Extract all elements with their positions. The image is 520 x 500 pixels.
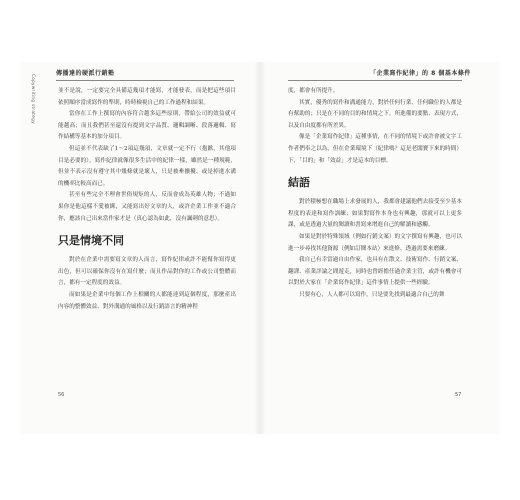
paragraph: 對於積極想在職場上求發展的人，我都會建議他們去接受至少基本程度的表達和寫作訓練；如果對寫作本身也有興趣，那就可以上更多課，或是透過大量的閱讀和書寫來增進自己的解讀和感觸。 bbox=[288, 199, 462, 229]
side-tab-label: Copywriting strategy bbox=[31, 74, 36, 124]
left-running-head: 傳播達的硬派行銷塾 bbox=[56, 70, 115, 77]
paragraph: 其實，優秀的寫作和溝通能力，對於任何行業、任何職位的人都是有幫助的；只是在不同的目的和情境之下，所進備的要點、表現方式，以及自由度都有所差異。 bbox=[288, 99, 462, 129]
paragraph: 度，都會有所提升。 bbox=[288, 88, 339, 94]
right-page-body bbox=[288, 86, 462, 302]
paragraph: 我自己有幸當過自由作家，也具有在散文、技術寫作、行銷文案、翻譯、產業評論之間遊走，同時也曾經擔任過企業主管，或許有機會可以對於大家在「企業寫作紀律」這件事情上提供一些經驗。 bbox=[288, 257, 462, 287]
paragraph: 但這並不代表缺了1～2項這幾項，文章就一定不行（抱歉，其他項目是必要的），寫作紀律就像很多生活中的紀律一樣，雖然是一種規範，但並不表示沒有遵守其中幾條就是壞人，只是被牽擴擾、或是掉進水溝的機率比較高而已。 bbox=[58, 145, 236, 187]
right-header-rule bbox=[288, 80, 462, 81]
left-page-body bbox=[58, 86, 236, 313]
paragraph: 對於在企業中需要寫文章的人而言，寫作紀律或許不能幫你寫得更出色，但可以確保你沒有在寫什麼；而且作品對你的工作或公司整體而言，都有一定程度的效益。 bbox=[58, 257, 236, 287]
paragraph: 並不是說，一定要完全具備這幾項才能寫，才能發表，而是把這些項目依照順序當成寫作的準則，時時檢視自己的工作過程和結果。 bbox=[58, 88, 236, 106]
book-gutter bbox=[254, 62, 266, 434]
paragraph: 像是「企業寫作紀律」這種事情，在不同的情境下或許會被文字工作者們奉之以為，但在企業環境下（紀律嗎？這是老闆寶下來的時間）下，「目的」和「效益」才是這本的目標。 bbox=[288, 134, 462, 164]
paragraph: 如果是對於特殊領域（例如行銷文案）的文字撰寫有興趣，也可以進一步尋找其他資源（例如訂閱本站）來進修、透過需要來磨練。 bbox=[288, 233, 462, 252]
section-heading: 結語 bbox=[288, 176, 310, 190]
left-header-rule bbox=[56, 80, 234, 81]
paragraph: 只要有心，人人都可以寫作，只是要先找到最適合自己的舞 bbox=[299, 291, 445, 298]
right-running-head: 「企業寫作紀律」的 8 個基本條件 bbox=[370, 70, 471, 77]
section-heading: 只是情境不同 bbox=[58, 234, 124, 248]
paragraph: 甚至有些完全不理會世俗規矩的人，反而會成為英雄人物；不過如果你是他這樣不愛被綁，又能寫出好文章的人，或許企業工作並不適合你，應該自己出來當作家才是（真心認為如此，沒有諷刺的意思）。 bbox=[58, 192, 236, 222]
left-page-number: 56 bbox=[58, 392, 65, 398]
paragraph: 而如果是企業中每個工作上相關的人都能達到這個程度，那麼產出內容的整體效益、對外溝通的風格以及行銷語言的精神程 bbox=[58, 291, 236, 310]
paragraph: 當你在工作上撰寫的內容符合越多這些原則，帶給公司的效益就可能越高；而且我們甚至還沒有提到文字品質、邏輯調晰、段落邏輯、寫作結構等基本的加分項目。 bbox=[58, 111, 236, 141]
right-page-number: 57 bbox=[455, 392, 462, 398]
